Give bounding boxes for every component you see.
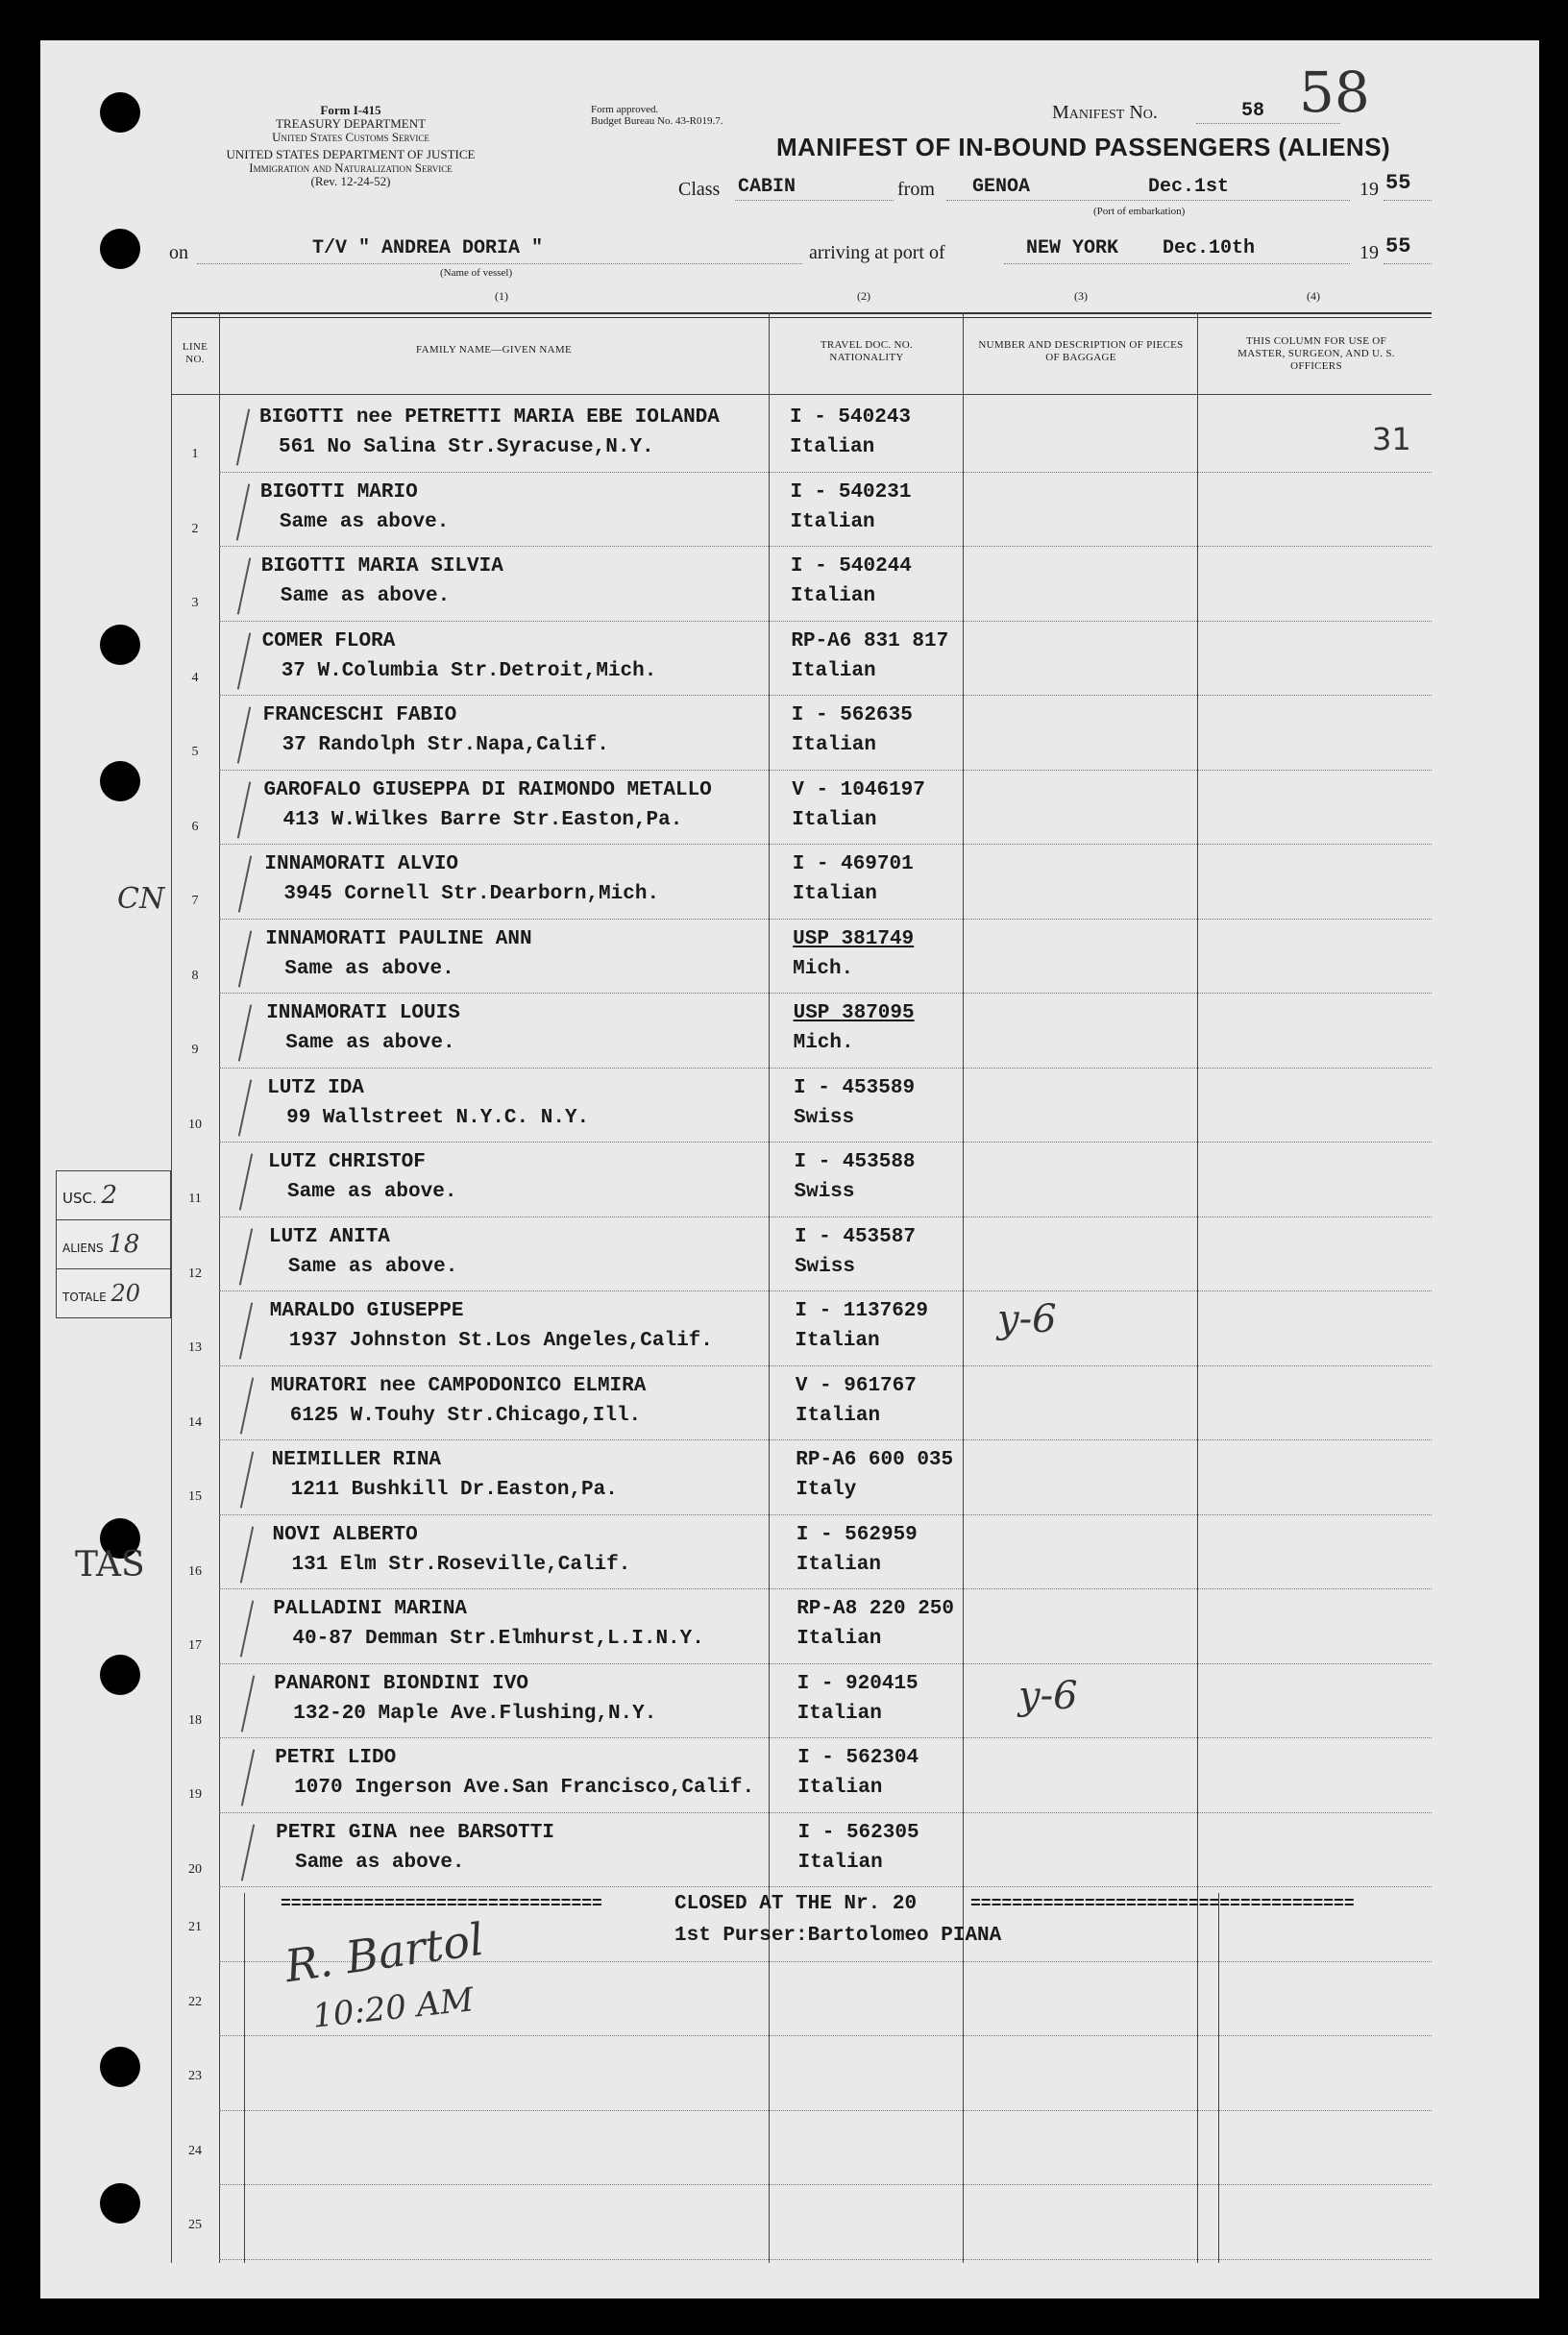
travel-doc-number: I - 540244 (790, 555, 912, 578)
line-number: 2 (191, 521, 199, 536)
nationality: Italian (795, 1330, 880, 1352)
travel-doc-number: I - 562635 (791, 704, 913, 726)
nationality: Mich. (793, 957, 854, 980)
travel-doc-number: I - 562305 (797, 1821, 919, 1844)
line-number: 9 (191, 1043, 199, 1057)
passenger-name: MURATORI nee CAMPODONICO ELMIRA (270, 1374, 647, 1397)
row-divider (219, 1142, 1432, 1143)
tally-usc: USC. 2 (57, 1171, 170, 1220)
line-number: 12 (188, 1266, 202, 1281)
travel-doc-number: RP-A6 831 817 (791, 629, 949, 652)
passenger-name: MARALDO GIUSEPPE (269, 1300, 464, 1322)
passenger-address: Same as above. (295, 1851, 465, 1874)
line-number: 7 (191, 894, 199, 908)
nationality: Mich. (793, 1032, 854, 1054)
travel-doc-number: RP-A6 600 035 (796, 1449, 954, 1471)
row-divider (219, 770, 1432, 771)
passenger-name: NEIMILLER RINA (271, 1449, 442, 1471)
punch-hole-7 (100, 2047, 140, 2087)
line-number: 3 (191, 596, 199, 610)
line-number: 8 (191, 968, 199, 983)
passenger-name: PETRI LIDO (275, 1747, 397, 1769)
nationality: Swiss (794, 1106, 855, 1129)
passenger-address: 6125 W.Touhy Str.Chicago,Ill. (289, 1404, 642, 1427)
passenger-name: PETRI GINA nee BARSOTTI (276, 1821, 554, 1844)
nationality: Italian (796, 1628, 882, 1650)
passenger-address: Same as above. (287, 1255, 458, 1278)
class-value: CABIN (738, 176, 796, 198)
mark-row-13: y-6 (997, 1297, 1057, 1341)
ins-service: Immigration and Naturalization Service (249, 160, 453, 175)
line-number: 5 (191, 745, 199, 759)
line-number: 11 (188, 1192, 202, 1206)
travel-doc-number: I - 540243 (790, 406, 912, 429)
row-divider (219, 2184, 1432, 2185)
line-number: 16 (188, 1563, 202, 1579)
closing-dashes-right: ===================================== (970, 1895, 1355, 1914)
travel-doc-number: I - 562304 (797, 1747, 919, 1769)
officer-count: 31 (1372, 421, 1411, 457)
line-number: 25 (188, 2218, 202, 2232)
line-number: 10 (188, 1117, 202, 1132)
purser-name: 1st Purser:Bartolomeo PIANA (674, 1925, 1002, 1947)
year-prefix-2: 19 (1360, 242, 1379, 263)
passenger-address: 37 W.Columbia Str.Detroit,Mich. (281, 659, 657, 682)
col-header-line-no: LINE NO. (182, 341, 208, 365)
closed-statement: CLOSED AT THE Nr. 20 (674, 1893, 918, 1915)
col-header-name: FAMILY NAME—GIVEN NAME (416, 344, 572, 356)
year-1: 55 (1385, 171, 1411, 195)
line-number: 19 (188, 1787, 202, 1802)
mark-row-18: y-6 (1018, 1674, 1078, 1718)
passenger-address: 3945 Cornell Str.Dearborn,Mich. (283, 883, 660, 905)
passenger-name: BIGOTTI nee PETRETTI MARIA EBE IOLANDA (259, 406, 720, 429)
passenger-name: BIGOTTI MARIO (259, 480, 418, 504)
row-divider (219, 621, 1432, 622)
nationality: Italian (790, 510, 875, 533)
nationality: Italian (797, 1777, 883, 1799)
punch-hole-3 (100, 625, 140, 665)
row-divider (219, 2259, 1432, 2260)
manifest-page (40, 40, 1539, 2298)
row-divider (219, 695, 1432, 696)
row-divider (219, 1663, 1432, 1664)
nationality: Italian (796, 1702, 882, 1725)
line-number: 15 (188, 1489, 202, 1504)
side-mark: CN (117, 882, 165, 916)
tally-box (56, 1170, 171, 1318)
on-label: on (169, 242, 188, 263)
row-divider (219, 2110, 1432, 2111)
form-revision: (Rev. 12-24-52) (310, 174, 391, 188)
line-number: 22 (188, 1994, 202, 2009)
travel-doc-number: USP 387095 (793, 1002, 915, 1024)
travel-doc-number: I - 1137629 (795, 1300, 929, 1322)
signature-time: 10:20 AM (310, 1980, 476, 2036)
budget-bureau: Budget Bureau No. 43-R019.7. (591, 115, 723, 127)
nationality: Italian (790, 585, 876, 607)
line-number: 21 (188, 1920, 202, 1934)
line-number: 18 (188, 1712, 202, 1728)
line-number: 4 (191, 670, 199, 685)
passenger-address: 1070 Ingerson Ave.San Francisco,Calif. (294, 1777, 755, 1799)
passenger-address: 132-20 Maple Ave.Flushing,N.Y. (293, 1702, 657, 1725)
vessel-name: T/V " ANDREA DORIA " (312, 237, 544, 259)
passenger-name: INNAMORATI PAULINE ANN (265, 927, 532, 950)
line-number: 17 (188, 1638, 202, 1653)
row-divider (219, 844, 1432, 845)
manifest-number-stamp: 58 (1299, 60, 1370, 125)
arrival-date: Dec.10th (1163, 237, 1256, 259)
nationality: Italian (791, 734, 877, 756)
vessel-caption: (Name of vessel) (440, 267, 513, 279)
passenger-address: Same as above. (280, 585, 451, 607)
arrival-port: NEW YORK (1026, 237, 1119, 259)
passenger-name: INNAMORATI LOUIS (266, 1002, 460, 1024)
nationality: Italian (795, 1404, 881, 1427)
passenger-address: 37 Randolph Str.Napa,Calif. (282, 734, 609, 756)
travel-doc-number: V - 1046197 (792, 778, 925, 801)
line-number: 20 (188, 1861, 202, 1877)
passenger-name: FRANCESCHI FABIO (262, 704, 457, 726)
passenger-name: GAROFALO GIUSEPPA DI RAIMONDO METALLO (263, 778, 712, 801)
passenger-name: BIGOTTI MARIA SILVIA (260, 555, 503, 578)
col-num-4: (4) (1307, 289, 1320, 303)
arriving-label: arriving at port of (809, 242, 945, 263)
header-agency-block (168, 104, 533, 188)
year-2: 55 (1385, 234, 1411, 258)
nationality: Italian (790, 436, 875, 458)
punch-hole-8 (100, 2183, 140, 2224)
manifest-number: 58 (1241, 100, 1265, 122)
treasury-dept: TREASURY DEPARTMENT (275, 116, 427, 131)
nationality: Swiss (794, 1255, 855, 1278)
nationality: Italian (792, 883, 877, 905)
row-divider (219, 472, 1432, 473)
passenger-address: Same as above. (287, 1181, 457, 1203)
punch-hole-1 (100, 92, 140, 133)
passenger-name: INNAMORATI ALVIO (264, 853, 459, 875)
row-divider (219, 1886, 1432, 1887)
col-num-2: (2) (857, 289, 870, 303)
passenger-name: PANARONI BIONDINI IVO (274, 1672, 528, 1695)
line-number: 1 (191, 447, 199, 461)
row-divider (219, 1068, 1432, 1069)
from-label: from (897, 179, 935, 200)
passenger-address: Same as above. (285, 1032, 455, 1054)
nationality: Italian (791, 659, 876, 682)
travel-doc-number: I - 469701 (792, 853, 914, 875)
passenger-address: 40-87 Demman Str.Elmhurst,L.I.N.Y. (292, 1628, 704, 1650)
passenger-name: PALLADINI MARINA (273, 1598, 468, 1620)
closing-dashes-left: =============================== (281, 1895, 602, 1914)
line-number: 6 (191, 819, 199, 834)
passenger-name: LUTZ IDA (267, 1076, 364, 1099)
passenger-address: 561 No Salina Str.Syracuse,N.Y. (279, 436, 654, 458)
nationality: Italian (796, 1553, 881, 1576)
travel-doc-number: I - 562959 (796, 1523, 918, 1546)
travel-doc-number: RP-A8 220 250 (796, 1598, 955, 1620)
line-number: 24 (188, 2143, 202, 2158)
class-label: Class (678, 179, 721, 200)
embark-port: GENOA (972, 176, 1031, 198)
port-embark-caption: (Port of embarkation) (1093, 206, 1186, 217)
inspector-signature: R. Bartol (282, 1912, 487, 1993)
travel-doc-number: I - 453587 (794, 1225, 916, 1248)
travel-doc-number: I - 540231 (790, 480, 912, 504)
punch-hole-4 (100, 761, 140, 801)
line-number: 14 (188, 1414, 202, 1430)
punch-hole-2 (100, 229, 140, 269)
line-number: 23 (188, 2069, 202, 2083)
punch-hole-6 (100, 1655, 140, 1695)
row-divider (219, 919, 1432, 920)
travel-doc-number: I - 453589 (794, 1076, 916, 1099)
row-divider (219, 1514, 1432, 1515)
line-number: 13 (188, 1340, 202, 1355)
row-divider (219, 1290, 1432, 1291)
nationality: Swiss (794, 1181, 855, 1203)
tally-total: TOTALE 20 (62, 1280, 140, 1307)
departure-date: Dec.1st (1148, 176, 1230, 198)
passenger-address: Same as above. (284, 957, 454, 980)
year-prefix-1: 19 (1360, 179, 1379, 200)
row-divider (219, 1365, 1432, 1366)
row-divider (219, 993, 1432, 994)
row-divider (219, 1439, 1432, 1440)
passenger-name: LUTZ CHRISTOF (268, 1151, 426, 1173)
passenger-address: Same as above. (279, 510, 450, 533)
passenger-address: 131 Elm Str.Roseville,Calif. (291, 1553, 631, 1576)
travel-doc-number: V - 961767 (795, 1374, 917, 1397)
travel-doc-number: USP 381749 (793, 927, 915, 950)
col-header-travel-doc: TRAVEL DOC. NO. NATIONALITY (820, 339, 914, 363)
nationality: Italian (792, 808, 877, 831)
row-divider (219, 1588, 1432, 1589)
passenger-name: LUTZ ANITA (268, 1225, 390, 1248)
travel-doc-number: I - 453588 (794, 1151, 916, 1173)
passenger-address: 413 W.Wilkes Barre Str.Easton,Pa. (282, 808, 683, 831)
justice-dept: UNITED STATES DEPARTMENT OF JUSTICE (226, 147, 476, 161)
col-header-baggage: NUMBER AND DESCRIPTION OF PIECES OF BAGGAGE (978, 339, 1184, 363)
col-num-3: (3) (1074, 289, 1088, 303)
passenger-name: COMER FLORA (261, 629, 396, 652)
form-title: MANIFEST OF IN-BOUND PASSENGERS (ALIENS) (776, 133, 1391, 161)
form-approved: Form approved. (591, 104, 659, 115)
row-divider (219, 1812, 1432, 1813)
col-header-officers: THIS COLUMN FOR USE OF MASTER, SURGEON, AND U. S. OFFICERS (1237, 335, 1395, 372)
passenger-address: 99 Wallstreet N.Y.C. N.Y. (286, 1106, 590, 1129)
passenger-address: 1937 Johnston St.Los Angeles,Calif. (288, 1330, 713, 1352)
initials-mark: TAS (75, 1545, 145, 1585)
row-divider (219, 546, 1432, 547)
tally-aliens: ALIENS 18 (57, 1220, 170, 1269)
col-num-1: (1) (495, 289, 508, 303)
passenger-address: 1211 Bushkill Dr.Easton,Pa. (290, 1479, 618, 1501)
nationality: Italy (796, 1479, 857, 1501)
nationality: Italian (797, 1851, 883, 1874)
row-divider (219, 2035, 1432, 2036)
travel-doc-number: I - 920415 (796, 1672, 919, 1695)
form-number: Form I-415 (320, 103, 381, 117)
manifest-label: Manifest No. (1052, 102, 1158, 123)
row-divider (219, 1737, 1432, 1738)
customs-service: United States Customs Service (272, 130, 429, 144)
passenger-name: NOVI ALBERTO (272, 1523, 418, 1546)
